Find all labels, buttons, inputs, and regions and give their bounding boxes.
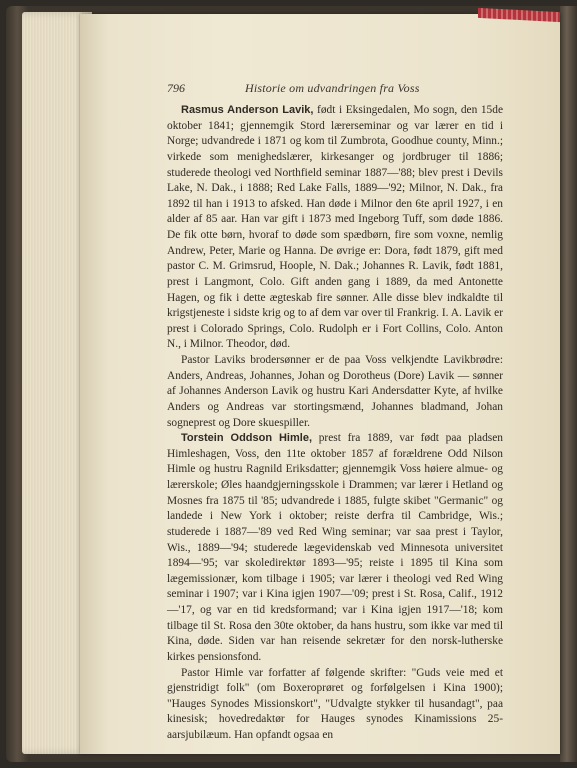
person-name: Rasmus Anderson Lavik, — [181, 104, 314, 116]
paragraph-text: Pastor Laviks brodersønner er de paa Voss velkjendte Lavikbrødre: Anders, Andreas, Johannes, Johan og Dorotheus (Dore) Lavik — sønner af Johannes Anderson Lavik og hustru Kari Andersdatter Kyte, af hvilke Anders og Andreas var stortingsmænd, Johannes bladmand, Johan sogneprest og Dore skuespiller. — [167, 354, 503, 429]
paragraph-himle-writings — [167, 666, 503, 744]
paragraph-text: født i Eksingedalen, Mo sogn, den 15de oktober 1841; gjennemgik Stord lærerseminar og var lærer en tid i Norge; udvandrede i 1871 og kom til Zumbrota, Goodhue county, Minn.; virkede som menighedslærer, kirkesanger og jordbruger til 1886; studerede theologi ved Northfield seminar 1887—'88; blev prest i Devils Lake, N. Dak., i 1888; Red Lake Falls, 1889—'92; Milnor, N. Dak., fra 1892 til han i 1913 to afsked. Han døde i Milnor den 6te april 1927, i en alder af 85 aar. Han var gift i 1873 med Ingeborg Tuff, som døde 1886. De fik otte børn, hvoraf to døde som spædbørn, fire som voxne, nemlig Andrew, Peter, Marie og Hanna. De øvrige er: Dora, født 1879, gift med pastor C. M. Grimsrud, Hoople, N. Dak.; Johannes R. Lavik, født 1881, prest i Langmont, Colo. Gift anden gang i 1889, da med Antonette Hagen, og fik i dette ægteskab fire sønner. Alle disse blev indkaldte til krigstjeneste i sidste krig og to af dem var over til Frankrig. I. A. Lavik er prest i Colorado Springs, Colo. Rudolph er i Fort Collins, Colo. Anton N., i Milnor. Theodor, død. — [167, 104, 504, 351]
paragraph-text: prest fra 1889, var født paa pladsen Himleshagen, Voss, den 11te oktober 1857 af forældrene Odd Nilson Himle og hustru Ragnild Eriksdatter; gjennemgik Voss høiere almue- og lærerskole; Øles haandgjerningsskole i Drammen; var lærer i Hetland og Mosnes fra 1875 til '85; udvandrede i 1885, fulgte skibet "Germanic" og landede i New York i oktober; reiste derfra til Cambridge, Wis.; studerede i 1887—'89 ved Red Wing seminar; var saa prest i Taylor, Wis., 1889—'94; studerede lægevidenskab ved Minnesota universitet 1894—'95; var skoledirektør 1893—'95; reiste i 1895 til Kina som lægemissionær, kom tilbage i 1905; var lærer i theologi ved Red Wing seminar i 1907; var i Kina igjen 1907—'09; prest i St. Rosa, Calif., 1912—'17, og var en tid kredsformand; var i Kina igjen 1917—'18; kom tilbage til St. Rosa den 30te oktober, da hans hustru, som ikke var med til Kina, døde. Siden var han reisende sekretær for den norsk-lutherske kirkes pensionsfond. — [167, 432, 503, 663]
paragraph-text: Pastor Himle var forfatter af følgende skrifter: "Guds veie med et gjenstridigt folk" (om Boxeroprøret og forfølgelsen i Kina 1900); "Hauges Synodes Missionskort", "Udvalgte stykker til husandagt", paa kinesisk; hovedredaktør for Hauges synodes Kinamissions 25-aarsjubilæum. Han opfandt ogsaa en — [167, 666, 503, 741]
page-body — [167, 103, 503, 744]
person-name: Torstein Oddson Himle, — [181, 432, 313, 445]
page-header — [167, 81, 503, 97]
book-spine-edge — [560, 6, 577, 762]
paragraph-lavik — [167, 103, 503, 353]
running-title: Historie om udvandringen fra Voss — [245, 81, 420, 95]
paragraph-lavik-nephews — [167, 353, 503, 431]
page-number: 796 — [167, 81, 185, 95]
paragraph-himle — [167, 431, 503, 665]
